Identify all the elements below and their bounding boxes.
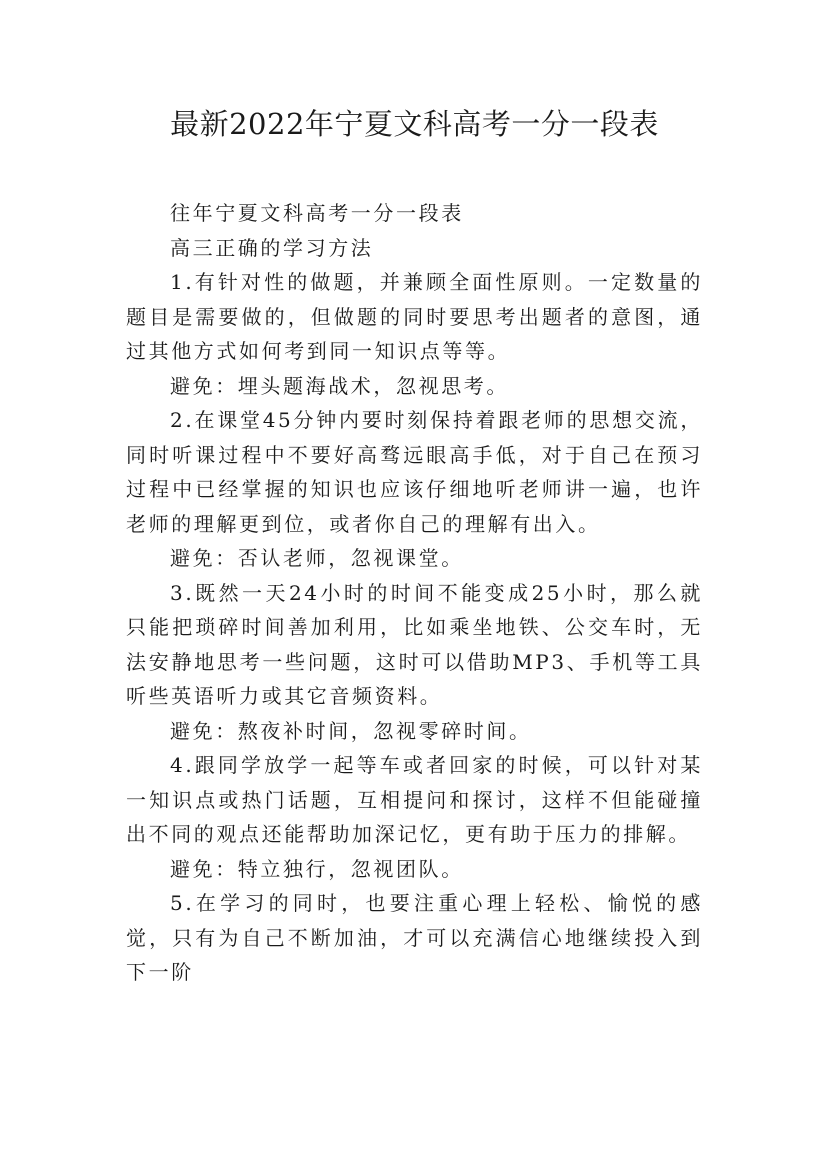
paragraph-avoid-4: 避免：特立独行，忽视团队。	[170, 856, 464, 881]
paragraph-method-3: 3.既然一天24小时的时间不能变成25小时，那么就只能把琐碎时间善加利用，比如乘坐地铁、公交车时，无法安静地思考一些问题，这时可以借助MP3、手机等工具听些英语听力或其它音频资料。	[126, 580, 703, 708]
paragraph-method-2: 2.在课堂45分钟内要时刻保持着跟老师的思想交流，同时听课过程中不要好高骛远眼高手低，对于自己在预习过程中已经掌握的知识也应该仔细地听老师讲一遍，也许老师的理解更到位，或者你自己的理解有出入。	[126, 408, 703, 536]
paragraph-avoid-2: 避免：否认老师，忽视课堂。	[170, 546, 464, 570]
paragraph-heading: 高三正确的学习方法	[170, 235, 374, 260]
document-body	[126, 196, 703, 990]
paragraph-avoid-1: 避免：埋头题海战术，忽视思考。	[170, 373, 509, 398]
paragraph-method-5: 5.在学习的同时，也要注重心理上轻松、愉悦的感觉，只有为自己不断加油，才可以充满信心地继续投入到下一阶	[126, 891, 703, 984]
paragraph-avoid-3: 避免：熬夜补时间，忽视零碎时间。	[170, 718, 532, 743]
paragraph-subtitle: 往年宁夏文科高考一分一段表	[170, 201, 464, 225]
paragraph-method-1: 1.有针对性的做题，并兼顾全面性原则。一定数量的题目是需要做的，但做题的同时要思考出题者的意图，通过其他方式如何考到同一知识点等等。	[126, 270, 703, 363]
paragraph-method-4: 4.跟同学放学一起等车或者回家的时候，可以针对某一知识点或热门话题，互相提问和探讨，这样不但能碰撞出不同的观点还能帮助加深记忆，更有助于压力的排解。	[126, 753, 703, 846]
document-title: 最新2022年宁夏文科高考一分一段表	[170, 107, 659, 141]
